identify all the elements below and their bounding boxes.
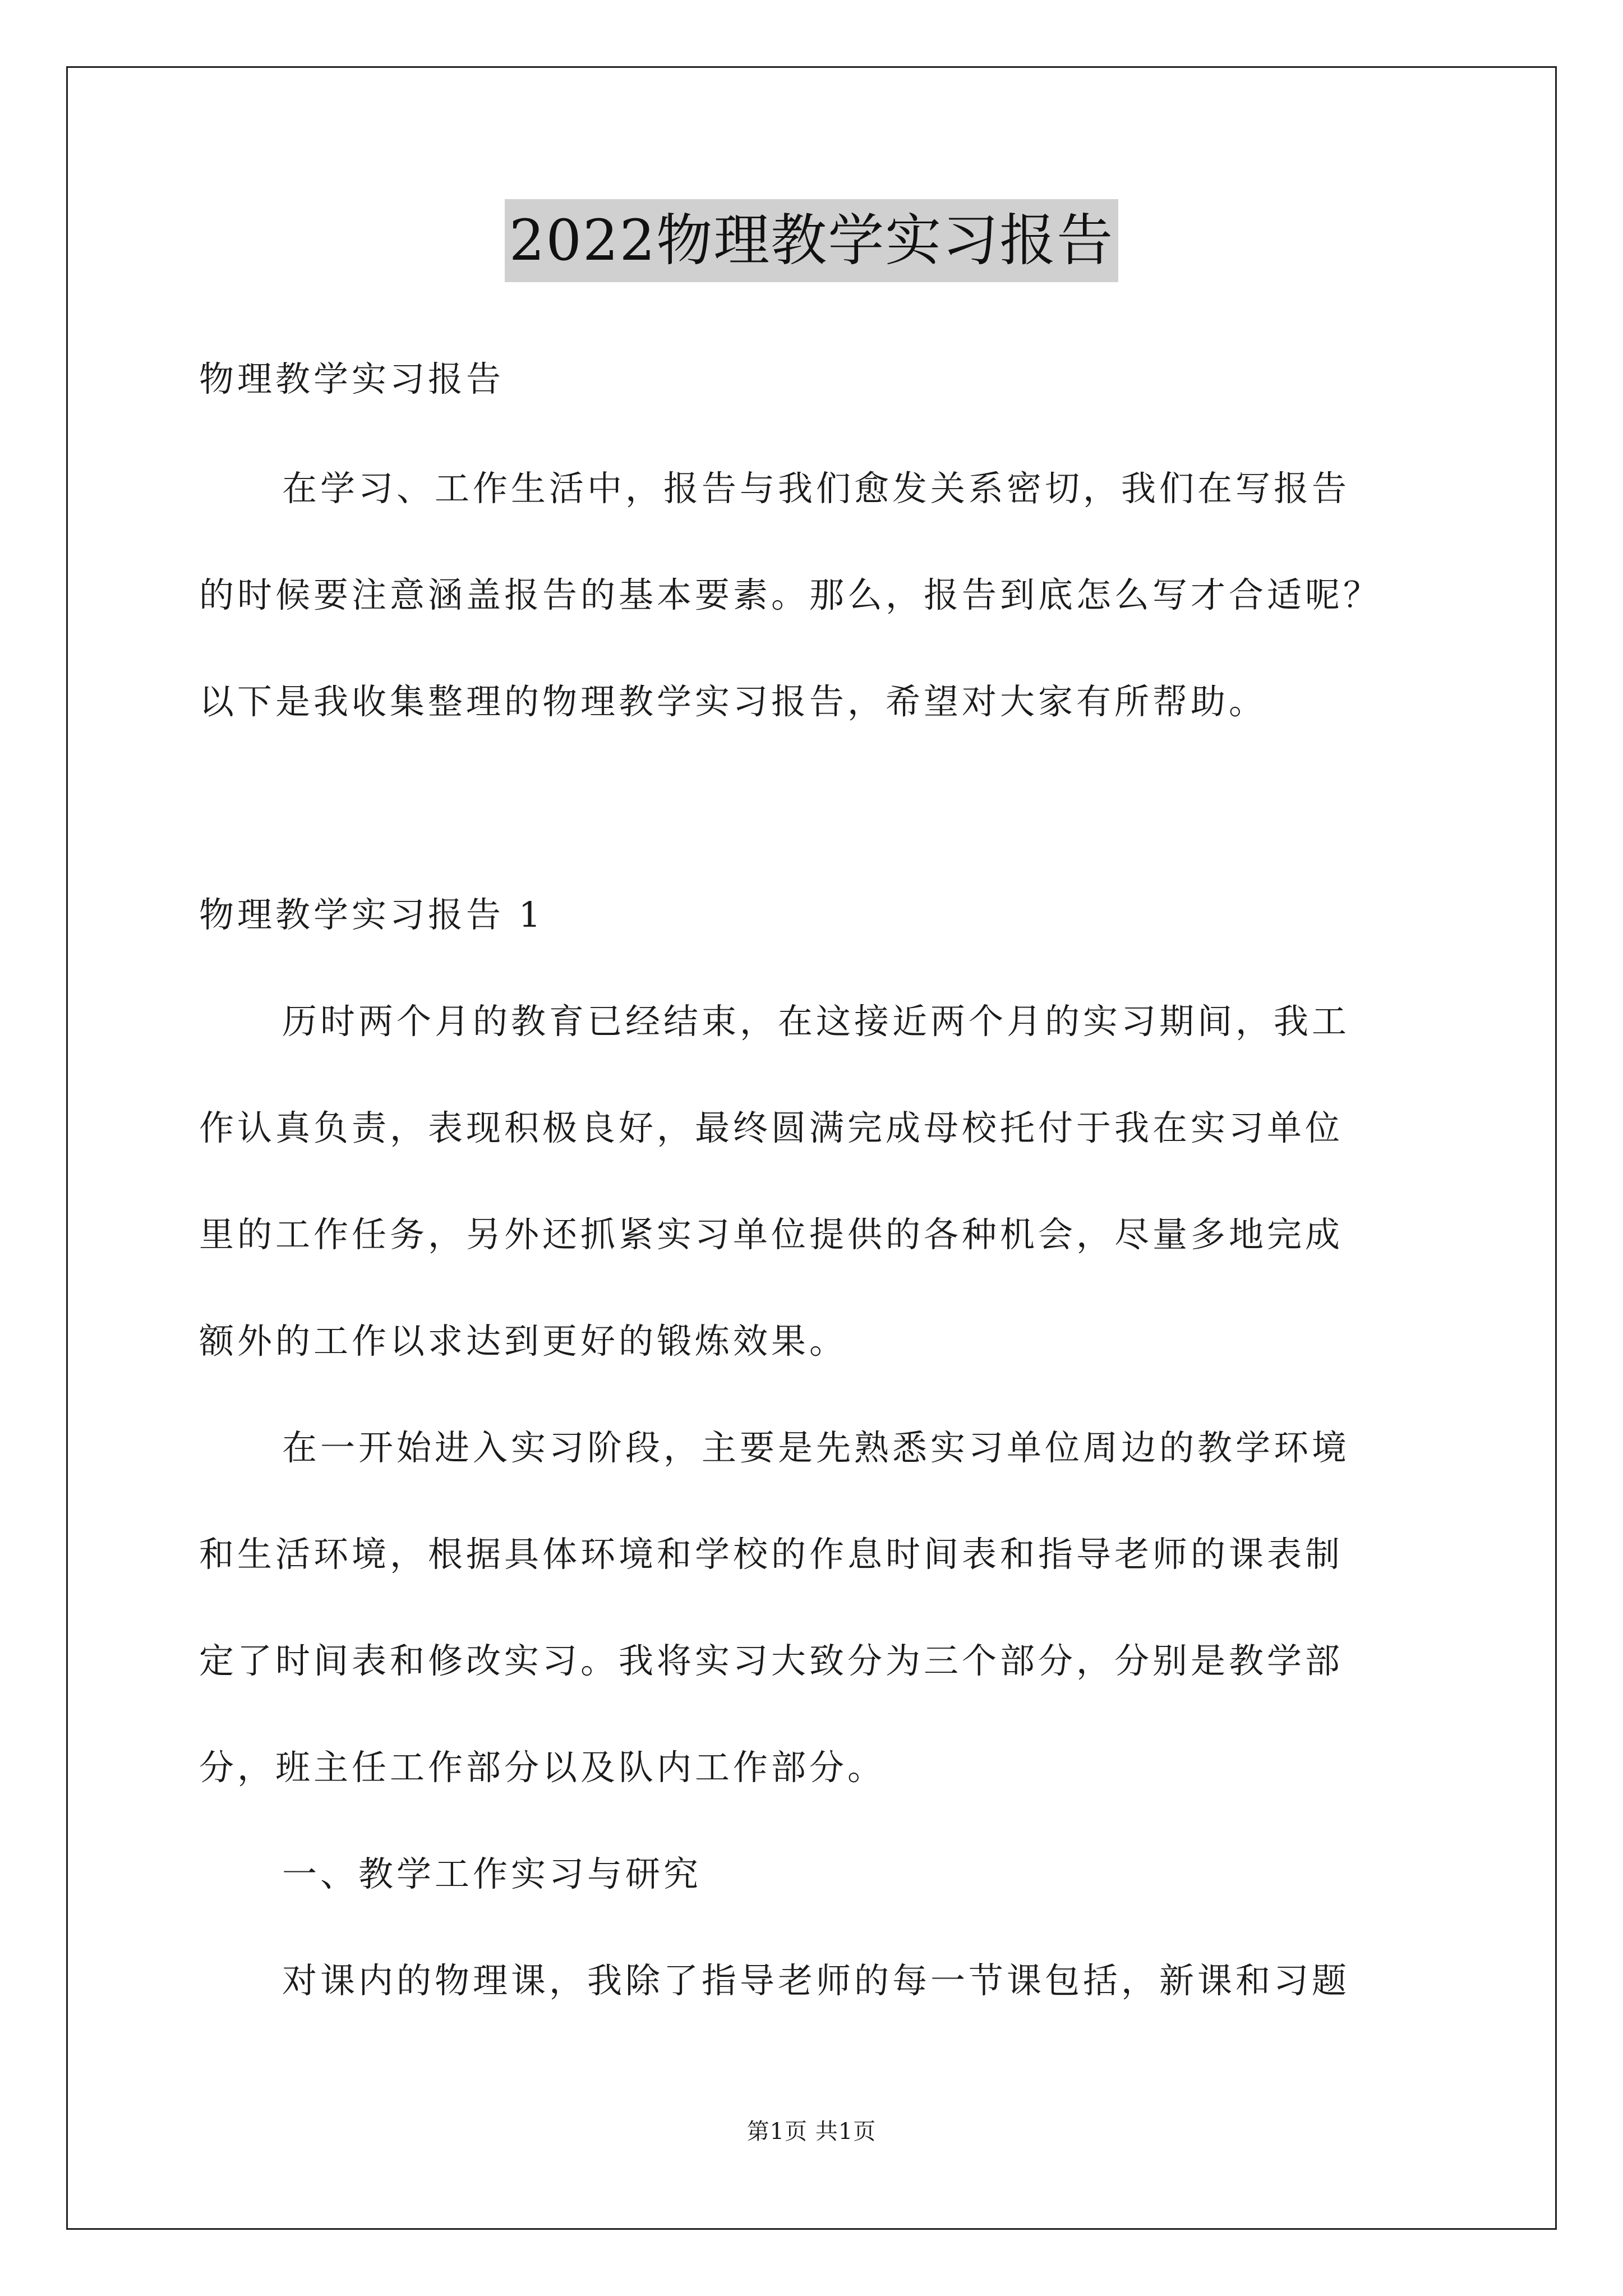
intro-line-3: 以下是我收集整理的物理教学实习报告，希望对大家有所帮助。 <box>199 681 1267 722</box>
page-footer: 第1页 共1页 <box>746 2119 877 2145</box>
para3-line-1: 对课内的物理课，我除了指导老师的每一节课包括，新课和习题 <box>282 1960 1350 2001</box>
document-title: 2022物理教学实习报告 <box>505 199 1119 282</box>
para2-line-3: 定了时间表和修改实习。我将实习大致分为三个部分，分别是教学部 <box>199 1640 1344 1681</box>
section-heading: 物理教学实习报告 1 <box>199 894 545 935</box>
subheading-teaching: 一、教学工作实习与研究 <box>282 1853 702 1894</box>
para1-line-2: 作认真负责，表现积极良好，最终圆满完成母校托付于我在实习单位 <box>199 1107 1344 1148</box>
para2-line-1: 在一开始进入实习阶段，主要是先熟悉实习单位周边的教学环境 <box>282 1427 1350 1468</box>
intro-line-2: 的时候要注意涵盖报告的基本要素。那么，报告到底怎么写才合适呢？ <box>199 574 1382 615</box>
para2-line-2: 和生活环境，根据具体环境和学校的作息时间表和指导老师的课表制 <box>199 1534 1344 1575</box>
title-container <box>0 199 1623 282</box>
para1-line-4: 额外的工作以求达到更好的锻炼效果。 <box>199 1320 848 1361</box>
document-subtitle: 物理教学实习报告 <box>199 358 505 399</box>
para2-line-4: 分，班主任工作部分以及队内工作部分。 <box>199 1747 886 1788</box>
intro-line-1: 在学习、工作生活中，报告与我们愈发关系密切，我们在写报告 <box>282 468 1350 509</box>
para1-line-3: 里的工作任务，另外还抓紧实习单位提供的各种机会，尽量多地完成 <box>199 1214 1344 1255</box>
para1-line-1: 历时两个月的教育已经结束，在这接近两个月的实习期间，我工 <box>282 1001 1350 1042</box>
